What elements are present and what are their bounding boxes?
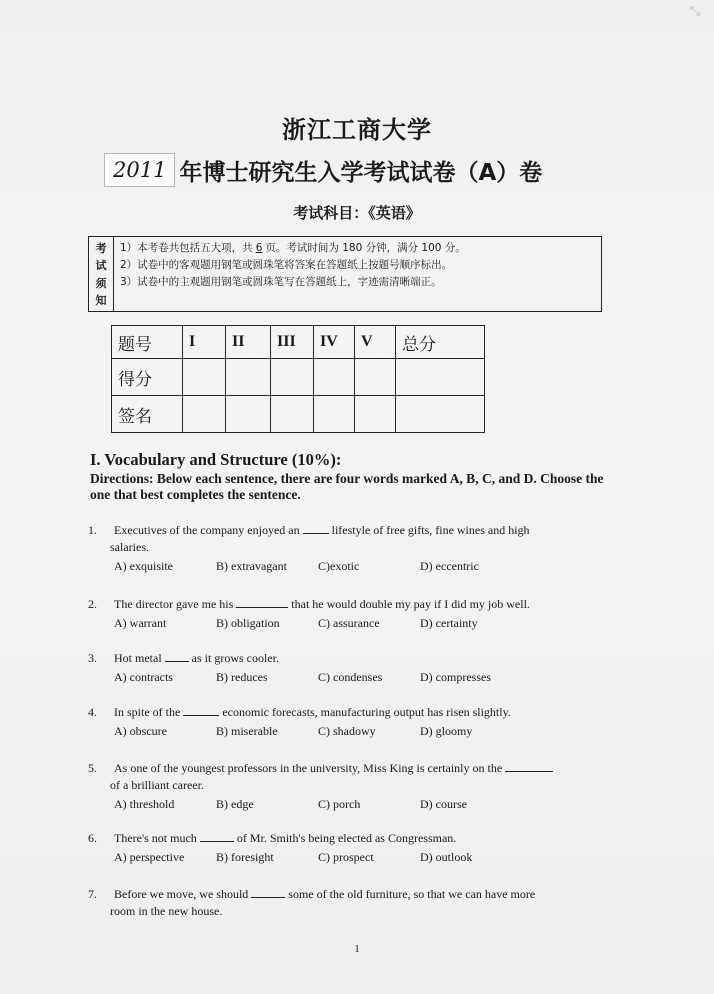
- score-cell: [226, 396, 271, 433]
- option: D) eccentric: [420, 559, 479, 573]
- option: B) obligation: [216, 616, 280, 630]
- score-row-label: 得分: [112, 359, 183, 396]
- score-header-cell: 总分: [396, 326, 485, 359]
- notice-lines: [114, 237, 601, 311]
- exam-title-text: 年博士研究生入学考试试卷（A）卷: [179, 159, 543, 186]
- question: 5. As one of the youngest professors in the university, Miss King is certainly on the of a brilliant career. A) threshold B) edge C) porch D) course: [88, 760, 608, 813]
- option: D) gloomy: [420, 724, 473, 738]
- answer-blank: [165, 650, 189, 662]
- option: A) exquisite: [114, 559, 173, 573]
- university-name: 浙江工商大学: [282, 116, 432, 144]
- option: C)exotic: [318, 559, 360, 573]
- question-stem: 4. In spite of the economic forecasts, manufacturing output has risen slightly.: [88, 705, 511, 719]
- option: A) threshold: [114, 797, 175, 811]
- page-number: 1: [354, 943, 360, 955]
- option: C) porch: [318, 797, 361, 811]
- section-directions: Directions: Below each sentence, there are four words marked A, B, C, and D. Choose the one that best completes the sentence.: [90, 471, 604, 502]
- score-row-label: 签名: [112, 396, 183, 433]
- question-stem: 7. Before we move, we should some of the old furniture, so that we can have more: [88, 887, 536, 901]
- notice-line-2: 2）试卷中的客观题用钢笔或圆珠笔将答案在答题纸上按题号顺序标出。: [120, 259, 453, 271]
- score-cell: [355, 396, 396, 433]
- score-cell: [183, 396, 226, 433]
- question: 7. Before we move, we should some of the old furniture, so that we can have more room in the new house.: [88, 886, 608, 920]
- options-row: [88, 669, 608, 686]
- answer-blank: [303, 522, 329, 534]
- score-cell: [183, 359, 226, 396]
- exam-notice-box: [88, 236, 602, 312]
- option: A) warrant: [114, 616, 167, 630]
- option: A) contracts: [114, 670, 173, 684]
- notice-label: 考 试 须 知: [89, 237, 114, 311]
- exam-subject: 考试科目：《英语》: [293, 204, 421, 222]
- section-title: I. Vocabulary and Structure (10%):: [90, 450, 342, 469]
- question: [88, 830, 608, 866]
- question-stem: 2. The director gave me his that he would double my pay if I did my job well.: [88, 597, 530, 611]
- option: B) reduces: [216, 670, 268, 684]
- score-header-cell: IV: [314, 326, 355, 359]
- question: 1. Executives of the company enjoyed an lifestyle of free gifts, fine wines and high salaries. A) exquisite B) extravagant C)exotic D) eccentric: [88, 522, 608, 575]
- question: [88, 650, 608, 686]
- score-cell: [396, 396, 485, 433]
- options-row: [88, 796, 608, 813]
- option: A) perspective: [114, 850, 185, 864]
- options-row: [88, 723, 608, 740]
- question-stem: 6. There's not much of Mr. Smith's being elected as Congressman.: [88, 831, 457, 845]
- option: B) edge: [216, 797, 254, 811]
- score-cell: [314, 359, 355, 396]
- score-header-cell: V: [355, 326, 396, 359]
- answer-blank: [251, 886, 285, 898]
- question-stem: 5. As one of the youngest professors in the university, Miss King is certainly on the: [88, 760, 608, 777]
- expand-icon[interactable]: ⤡: [689, 4, 700, 19]
- exam-title: [104, 150, 542, 190]
- option: A) obscure: [114, 724, 167, 738]
- question-stem: 1. Executives of the company enjoyed an lifestyle of free gifts, fine wines and high: [88, 523, 530, 537]
- option: C) condenses: [318, 670, 383, 684]
- score-table: [111, 325, 485, 433]
- answer-blank: [183, 704, 219, 716]
- score-header-cell: I: [183, 326, 226, 359]
- score-cell: [396, 359, 485, 396]
- options-row: [88, 558, 608, 575]
- score-header-cell: III: [271, 326, 314, 359]
- options-row: [88, 615, 608, 632]
- score-cell: [314, 396, 355, 433]
- score-header-cell: 题号: [112, 326, 183, 359]
- option: D) compresses: [420, 670, 491, 684]
- score-table-header-row: [112, 326, 485, 359]
- option: C) shadowy: [318, 724, 376, 738]
- option: D) course: [420, 797, 467, 811]
- option: D) outlook: [420, 850, 473, 864]
- option: B) miserable: [216, 724, 278, 738]
- score-table-row: [112, 396, 485, 433]
- answer-blank: [236, 596, 288, 608]
- question: [88, 704, 608, 740]
- score-cell: [355, 359, 396, 396]
- notice-line-3: 3）试卷中的主观题用钢笔或圆珠笔写在答题纸上，字迹需清晰端正。: [120, 276, 442, 288]
- score-header-cell: II: [226, 326, 271, 359]
- notice-line-1: 1）本考卷共包括五大项，共 6 页。考试时间为 180 分钟，满分 100 分。: [120, 242, 466, 254]
- option: C) prospect: [318, 850, 374, 864]
- score-cell: [226, 359, 271, 396]
- options-row: [88, 849, 608, 866]
- score-cell: [271, 396, 314, 433]
- question: [88, 596, 608, 632]
- question-stem: 3. Hot metal as it grows cooler.: [88, 651, 279, 665]
- option: D) certainty: [420, 616, 478, 630]
- score-table-row: [112, 359, 485, 396]
- answer-blank: [200, 830, 234, 842]
- score-cell: [271, 359, 314, 396]
- option: B) extravagant: [216, 559, 287, 573]
- answer-blank: [505, 760, 553, 772]
- option: C) assurance: [318, 616, 380, 630]
- option: B) foresight: [216, 850, 274, 864]
- year-handwritten: 2011: [104, 153, 175, 187]
